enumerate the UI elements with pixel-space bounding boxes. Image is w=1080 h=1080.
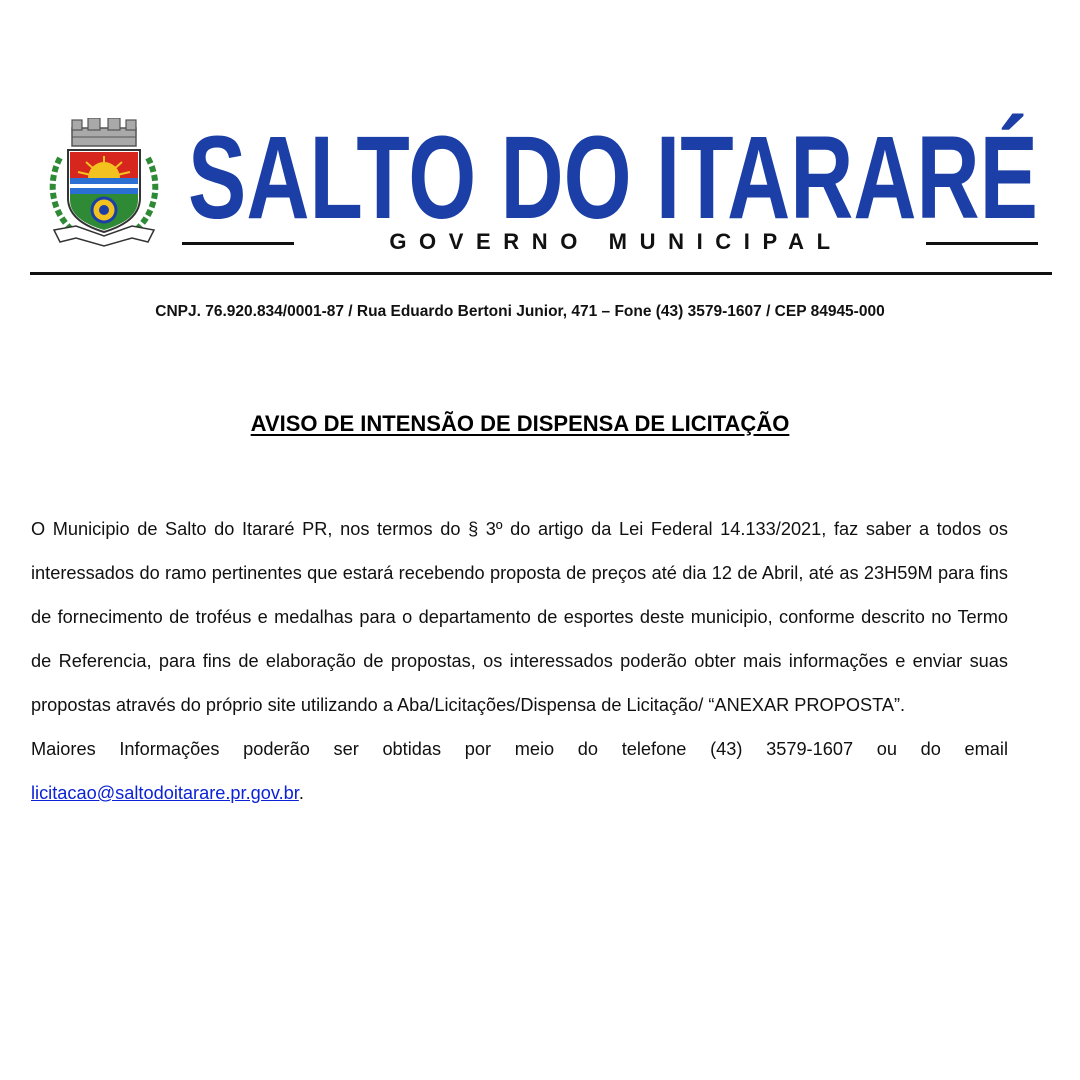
brand-title [186, 108, 1041, 226]
brand-subtitle: GOVERNO MUNICIPAL [389, 229, 843, 254]
coat-of-arms-icon [46, 118, 162, 250]
brand-subtitle-row [182, 228, 1038, 258]
notice-paragraph-2 [31, 727, 1008, 815]
notice-paragraph-1: O Municipio de Salto do Itararé PR, nos termos do § 3º do artigo da Lei Federal 14.133/2021, faz saber a todos os interessados do ramo pertinentes que estará recebendo proposta de preços até dia 12 de Abril, até as 23H59M para fins de fornecimento de troféus e medalhas para o departamento de esportes deste municipio, conforme descrito no Termo de Referencia, para fins de elaboração de propostas, os interessados poderão obter mais informações e enviar suas propostas através do próprio site utilizando a Aba/Licitações/Dispensa de Licitação/ “ANEXAR PROPOSTA”. [31, 519, 1008, 715]
notice-title: AVISO DE INTENSÃO DE DISPENSA DE LICITAÇÃO [250, 411, 790, 436]
contact-line: CNPJ. 76.920.834/0001-87 / Rua Eduardo Bertoni Junior, 471 – Fone (43) 3579-1607 / CEP 84945-000 [155, 303, 885, 320]
sentence-end: . [298, 783, 304, 803]
header-divider [30, 272, 1052, 275]
brand-title-text: SALTO DO ITARARÉ [188, 112, 1038, 226]
notice-body [31, 507, 1008, 815]
contact-sentence: Maiores Informações poderão ser obtidas por meio do telefone (43) 3579-1607 ou do email [31, 739, 1008, 759]
email-link[interactable]: licitacao@saltodoitarare.pr.gov.br [31, 783, 299, 803]
